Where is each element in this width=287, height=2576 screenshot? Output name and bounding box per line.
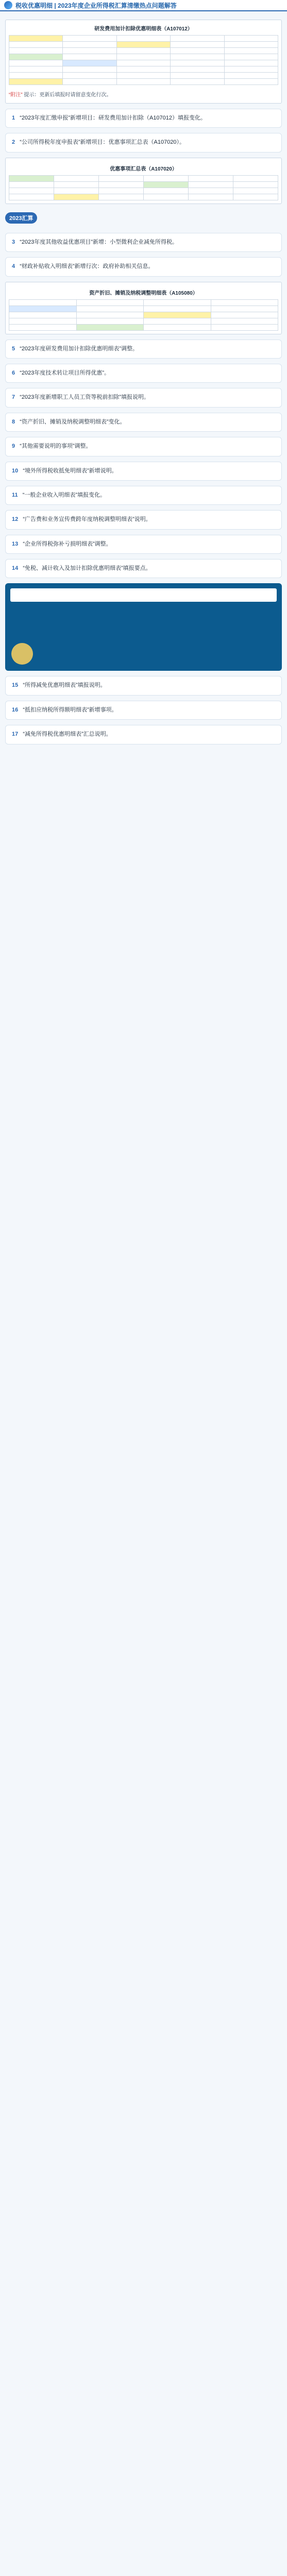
section-text: “免税、减计收入及加计扣除优惠明细表”填报要点。 [23, 565, 151, 572]
section-card [5, 535, 282, 554]
banner [10, 588, 277, 602]
section-card [5, 559, 282, 578]
section-text: “2023年度新增职工人员工资等税前扣除”填报说明。 [20, 394, 149, 401]
section-text: “资产折旧、摊销及纳税调整明细表”变化。 [20, 418, 126, 425]
section-card [5, 701, 282, 720]
section-number: 16 [12, 706, 19, 713]
section-number: 9 [12, 443, 15, 450]
tip-line [9, 90, 278, 98]
section-card [5, 388, 282, 407]
section-text: “减免所得税优惠明细表”汇总说明。 [23, 731, 112, 738]
section-card [5, 109, 282, 128]
form-title: 研发费用加计扣除优惠明细表（A107012） [94, 26, 193, 32]
form-table [9, 35, 278, 85]
section-text: “一般企业收入明细表”填报变化。 [22, 492, 106, 498]
section-card [5, 486, 282, 505]
section-number: 11 [12, 492, 18, 498]
section-card [5, 364, 282, 383]
form-table [9, 299, 278, 331]
section-number: 13 [12, 540, 19, 547]
section-number: 15 [12, 682, 19, 689]
section-card [5, 413, 282, 432]
header [0, 0, 287, 11]
section-card [5, 133, 282, 152]
section-card [5, 725, 282, 744]
section-text: “企业所得税弥补亏损明细表”调整。 [23, 540, 112, 547]
section-number: 4 [12, 263, 15, 270]
section-number: 8 [12, 418, 15, 425]
brand-logo [4, 1, 12, 9]
section-number: 3 [12, 239, 15, 245]
section-card [5, 257, 282, 276]
section-number: 6 [12, 369, 15, 376]
section-text: “境外所得税收抵免明细表”新增说明。 [23, 467, 117, 474]
year-badge: 2023汇算 [5, 212, 37, 224]
section-card [5, 437, 282, 456]
form-panel [5, 158, 282, 204]
section-text: “所得减免优惠明细表”填报说明。 [23, 682, 106, 689]
section-card [5, 462, 282, 481]
page-title: 税收优惠明细 | 2023年度企业所得税汇算清缴热点问题解答 [15, 2, 177, 9]
section-number: 1 [12, 115, 15, 121]
section-number: 12 [12, 516, 19, 523]
content [0, 11, 287, 744]
section-card [5, 233, 282, 252]
tip-rest: 提示：更新后填报时请留意变化行次。 [24, 92, 112, 98]
emblem-icon [11, 643, 33, 665]
form-table [9, 175, 278, 200]
section-text: “广告费和业务宣传费跨年度纳税调整明细表”说明。 [23, 516, 151, 523]
section-text: “2023年度汇缴申报”新增项目：研发费用加计扣除（A107012）填报变化。 [20, 115, 207, 121]
section-number: 2 [12, 139, 15, 146]
section-card [5, 340, 282, 359]
section-text: “2023年度其他收益优惠项目”新增：小型微利企业减免所得税。 [20, 239, 178, 245]
section-card [5, 676, 282, 695]
tip-accent: “附注” [9, 92, 23, 98]
table-title: 优惠事项汇总表（A107020） [110, 166, 177, 172]
form-panel [5, 282, 282, 334]
section-text: “抵扣应纳税所得额明细表”新增事项。 [23, 706, 117, 713]
table-title: 资产折旧、摊销及纳税调整明细表（A105080） [89, 290, 198, 296]
section-number: 5 [12, 345, 15, 352]
section-text: “2023年度研发费用加计扣除优惠明细表”调整。 [20, 345, 138, 352]
section-number: 7 [12, 394, 15, 401]
section-text: “其他需要说明的事项”调整。 [20, 443, 92, 450]
section-card [5, 510, 282, 529]
section-text: “2023年度技术转让项目所得优惠”。 [20, 369, 110, 376]
section-text: “公司所得税年度申报表”新增项目：优惠事项汇总表（A107020）。 [20, 139, 185, 146]
section-number: 14 [12, 565, 19, 572]
section-number: 10 [12, 467, 19, 474]
section-number: 17 [12, 731, 19, 738]
form-panel [5, 20, 282, 104]
image-block [5, 583, 282, 671]
section-text: “财政补贴收入明细表”新增行次：政府补助相关信息。 [20, 263, 154, 270]
